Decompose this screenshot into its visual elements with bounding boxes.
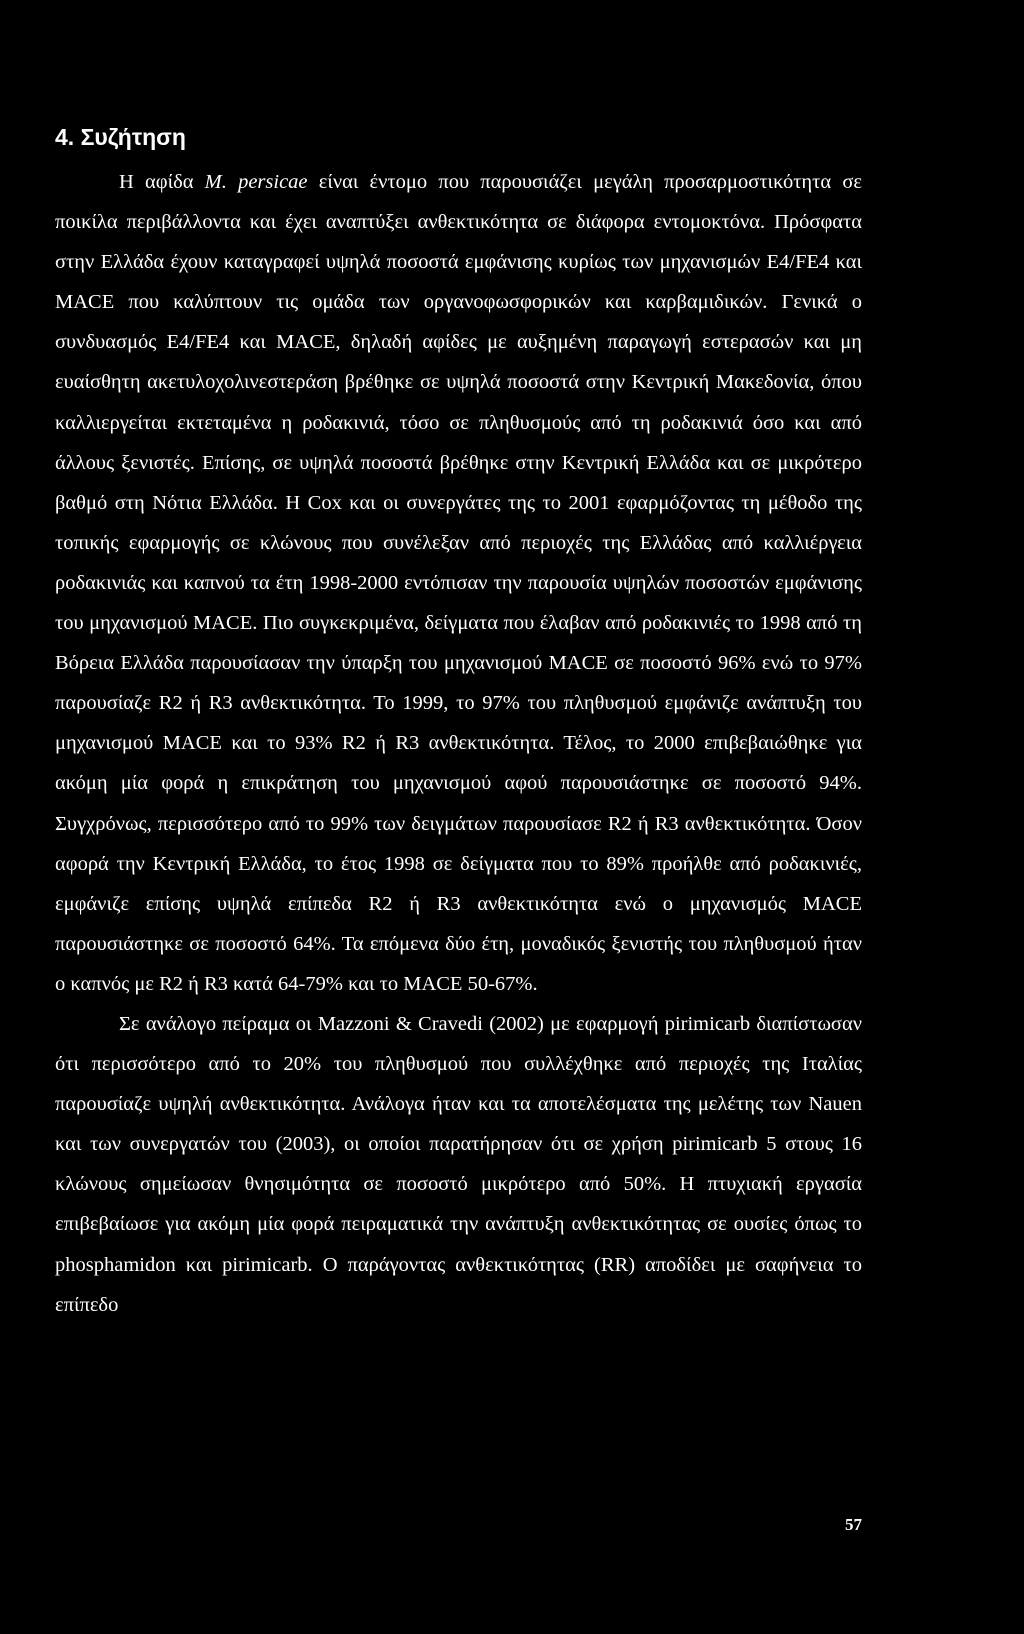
discussion-paragraph-2 [55,1004,862,1325]
page-number: 57 [845,1515,862,1534]
discussion-paragraph-1 [55,162,862,1004]
species-name: M. persicae [204,171,308,193]
section-heading: 4. Συζήτηση [55,124,186,150]
paragraph-body: Σε ανάλογο πείραμα οι Mazzoni & Cravedi (2002) με εφαρμογή pirimicarb διαπίστωσαν ότι περισσότερο από το 20% του πληθυσμού που συλλέχθηκε από περιοχές της Ιταλίας παρουσίαζε υψηλή ανθεκτικότητα. Ανάλογα ήταν και τα αποτελέσματα της μελέτης των Nauen και των συνεργατών του (2003), οι οποίοι παρατήρησαν ότι σε χρήση pirimicarb 5 στους 16 κλώνους σημείωσαν θνησιμότητα σε ποσοστό μικρότερο από 50%. Η πτυχιακή εργασία επιβεβαίωσε για ακόμη μία φορά πειραματικά την ανάπτυξη ανθεκτικότητας σε ουσίες όπως το phosphamidon και pirimicarb. Ο παράγοντας ανθεκτικότητας (RR) αποδίδει με σαφήνεια το επίπεδο [55,1012,862,1316]
paragraph-body: είναι έντομο που παρουσιάζει μεγάλη προσαρμοστικότητα σε ποικίλα περιβάλλοντα και έχει αναπτύξει ανθεκτικότητα σε διάφορα εντομοκτόνα. Πρόσφατα στην Ελλάδα έχουν καταγραφεί υψηλά ποσοστά εμφάνισης κυρίως των μηχανισμών E4/FE4 και MACE που καλύπτουν τις ομάδα των οργανοφωσφορικών και καρβαμιδικών. Γενικά ο συνδυασμός E4/FE4 και MACE, δηλαδή αφίδες με αυξημένη παραγωγή εστερασών και μη ευαίσθητη ακετυλοχολινεστεράση βρέθηκε σε υψηλά ποσοστά στην Κεντρική Μακεδονία, όπου καλλιεργείται εκτεταμένα η ροδακινιά, τόσο σε πληθυσμούς από τη ροδακινιά όσο και από άλλους ξενιστές. Επίσης, σε υψηλά ποσοστά βρέθηκε στην Κεντρική Ελλάδα και σε μικρότερο βαθμό στη Νότια Ελλάδα. Η Cox και οι συνεργάτες της το 2001 εφαρμόζοντας τη μέθοδο της τοπικής εφαρμογής σε κλώνους που συνέλεξαν από περιοχές της Ελλάδας από καλλιέργεια ροδακινιάς και καπνού τα έτη 1998-2000 εντόπισαν την παρουσία υψηλών ποσοστών εμφάνισης του μηχανισμού MACE. Πιο συγκεκριμένα, δείγματα που έλαβαν από ροδακινιές το 1998 από τη Βόρεια Ελλάδα παρουσίασαν την ύπαρξη του μηχανισμού MACE σε ποσοστό 96% ενώ το 97% παρουσίαζε R2 ή R3 ανθεκτικότητα. Το 1999, το 97% του πληθυσμού εμφάνιζε ανάπτυξη του μηχανισμού MACE και το 93% R2 ή R3 ανθεκτικότητα. Τέλος, το 2000 επιβεβαιώθηκε για ακόμη μία φορά η επικράτηση του μηχανισμού αφού παρουσιάστηκε σε ποσοστό 94%. Συγχρόνως, περισσότερο από το 99% των δειγμάτων παρουσίασε R2 ή R3 ανθεκτικότητα. Όσον αφορά την Κεντρική Ελλάδα, το έτος 1998 σε δείγματα που το 89% προήλθε από ροδακινιές, εμφάνιζε επίσης υψηλά επίπεδα R2 ή R3 ανθεκτικότητα ενώ ο μηχανισμός MACE παρουσιάστηκε σε ποσοστό 64%. Τα επόμενα δύο έτη, μοναδικός ξενιστής του πληθυσμού ήταν ο καπνός με R2 ή R3 κατά 64-79% και το MACE 50-67%. [55,171,862,995]
document-page [55,122,862,1325]
paragraph-lead: Η αφίδα [119,171,205,193]
